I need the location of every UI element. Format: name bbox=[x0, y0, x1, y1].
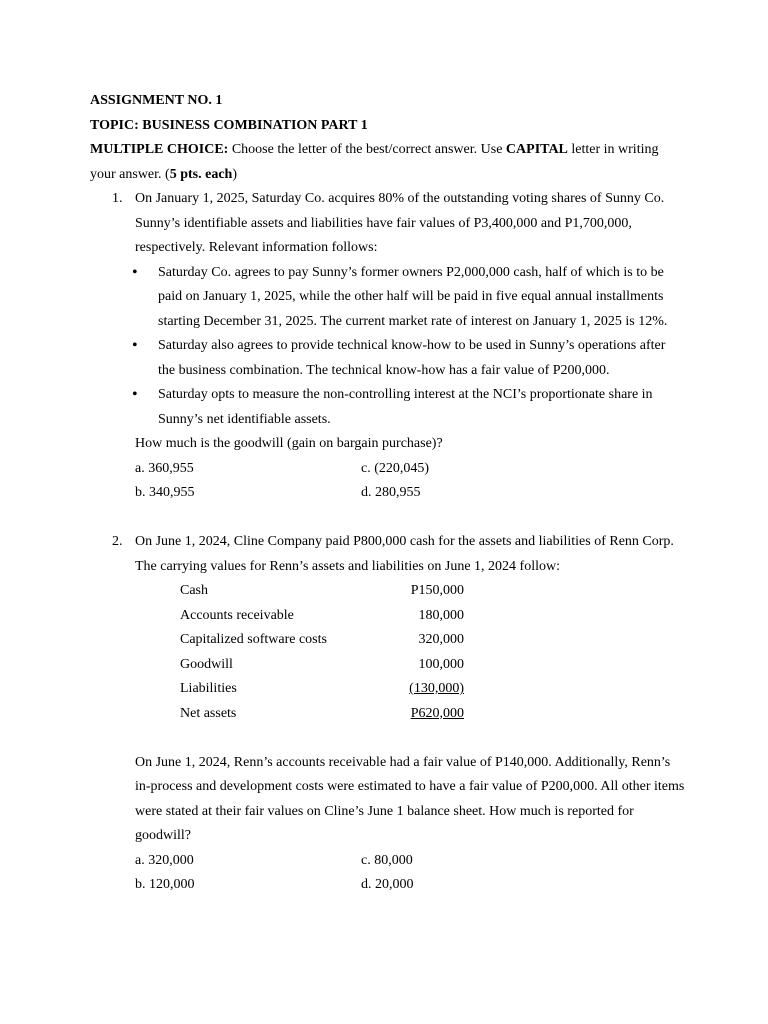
question-2 bbox=[90, 530, 690, 898]
table-row bbox=[180, 579, 690, 604]
question-text-line: The carrying values for Renn’s assets and liabilities on June 1, 2024 follow: bbox=[135, 558, 560, 574]
choice-b: b. 340,955 bbox=[135, 485, 195, 500]
row-label: Cash bbox=[180, 583, 208, 598]
bullet-icon: • bbox=[132, 263, 138, 281]
choice-b: b. 120,000 bbox=[135, 877, 195, 892]
table-row bbox=[180, 604, 690, 629]
question-text-line: On June 1, 2024, Cline Company paid P800,000 cash for the assets and liabilities of Renn Corp. bbox=[135, 534, 674, 549]
instructions-line-1: MULTIPLE CHOICE: Choose the letter of the best/correct answer. Use CAPITAL letter in writing bbox=[90, 142, 659, 157]
answer-choices bbox=[135, 457, 690, 506]
table-row bbox=[180, 677, 690, 702]
question-prompt: How much is the goodwill (gain on bargain purchase)? bbox=[135, 436, 443, 451]
question-text-line: in-process and development costs were estimated to have a fair value of P200,000. All other items bbox=[135, 779, 685, 794]
assignment-title: ASSIGNMENT NO. 1 bbox=[90, 93, 223, 108]
question-text-line: On June 1, 2024, Renn’s accounts receivable had a fair value of P140,000. Additionally, Renn’s bbox=[135, 754, 671, 770]
bullet-icon: • bbox=[132, 386, 138, 403]
table-row bbox=[180, 653, 690, 678]
row-label: Goodwill bbox=[180, 656, 233, 672]
table-row bbox=[180, 702, 690, 727]
row-amount: P150,000 bbox=[410, 583, 464, 598]
row-label: Liabilities bbox=[180, 681, 237, 696]
choice-a: a. 360,955 bbox=[135, 460, 194, 476]
bullet-line: Saturday Co. agrees to pay Sunny’s former owners P2,000,000 cash, half of which is to be bbox=[158, 264, 664, 280]
question-text-line: goodwill? bbox=[135, 828, 191, 843]
answer-choices bbox=[135, 849, 690, 898]
choice-c: c. (220,045) bbox=[361, 460, 430, 476]
row-amount: 100,000 bbox=[418, 656, 464, 672]
row-label: Accounts receivable bbox=[180, 607, 294, 623]
choice-d: d. 280,955 bbox=[361, 485, 421, 500]
question-text-line: On January 1, 2025, Saturday Co. acquires 80% of the outstanding voting shares of Sunny Co. bbox=[135, 191, 665, 206]
topic-title: TOPIC: BUSINESS COMBINATION PART 1 bbox=[90, 117, 368, 133]
bullet-line: Saturday also agrees to provide technical know-how to be used in Sunny’s operations after bbox=[158, 338, 666, 353]
row-amount: (130,000) bbox=[409, 681, 464, 696]
document-page bbox=[90, 89, 690, 898]
question-text-line: were stated at their fair values on Cline’s June 1 balance sheet. How much is reported for bbox=[135, 803, 634, 819]
question-text-line: Sunny’s identifiable assets and liabilities have fair values of P3,400,000 and P1,700,000, bbox=[135, 215, 632, 231]
choice-c: c. 80,000 bbox=[361, 852, 413, 868]
row-label: Capitalized software costs bbox=[180, 632, 327, 647]
bullet-icon: • bbox=[132, 337, 138, 354]
bullet-list bbox=[132, 261, 690, 433]
question-number: 2. bbox=[112, 534, 123, 549]
question-1 bbox=[90, 187, 690, 506]
balance-table bbox=[180, 579, 690, 726]
row-amount: 180,000 bbox=[418, 607, 464, 623]
table-row bbox=[180, 628, 690, 653]
choice-d: d. 20,000 bbox=[361, 877, 414, 892]
instructions-line-2: your answer. (5 pts. each) bbox=[90, 166, 237, 182]
row-amount: P620,000 bbox=[410, 705, 464, 721]
question-text-line: respectively. Relevant information follows: bbox=[135, 240, 378, 255]
question-number: 1. bbox=[112, 191, 123, 206]
choice-a: a. 320,000 bbox=[135, 852, 194, 868]
bullet-item bbox=[132, 334, 690, 383]
bullet-item bbox=[132, 261, 690, 335]
row-amount: 320,000 bbox=[418, 632, 464, 647]
row-label: Net assets bbox=[180, 705, 237, 721]
bullet-line: the business combination. The technical know-how has a fair value of P200,000. bbox=[158, 362, 610, 378]
bullet-item bbox=[132, 383, 690, 432]
bullet-line: Saturday opts to measure the non-controlling interest at the NCI’s proportionate share in bbox=[158, 387, 653, 402]
bullet-line: starting December 31, 2025. The current market rate of interest on January 1, 2025 is 12%. bbox=[158, 313, 668, 329]
bullet-line: paid on January 1, 2025, while the other half will be paid in five equal annual installments bbox=[158, 289, 664, 304]
bullet-line: Sunny’s net identifiable assets. bbox=[158, 411, 331, 427]
